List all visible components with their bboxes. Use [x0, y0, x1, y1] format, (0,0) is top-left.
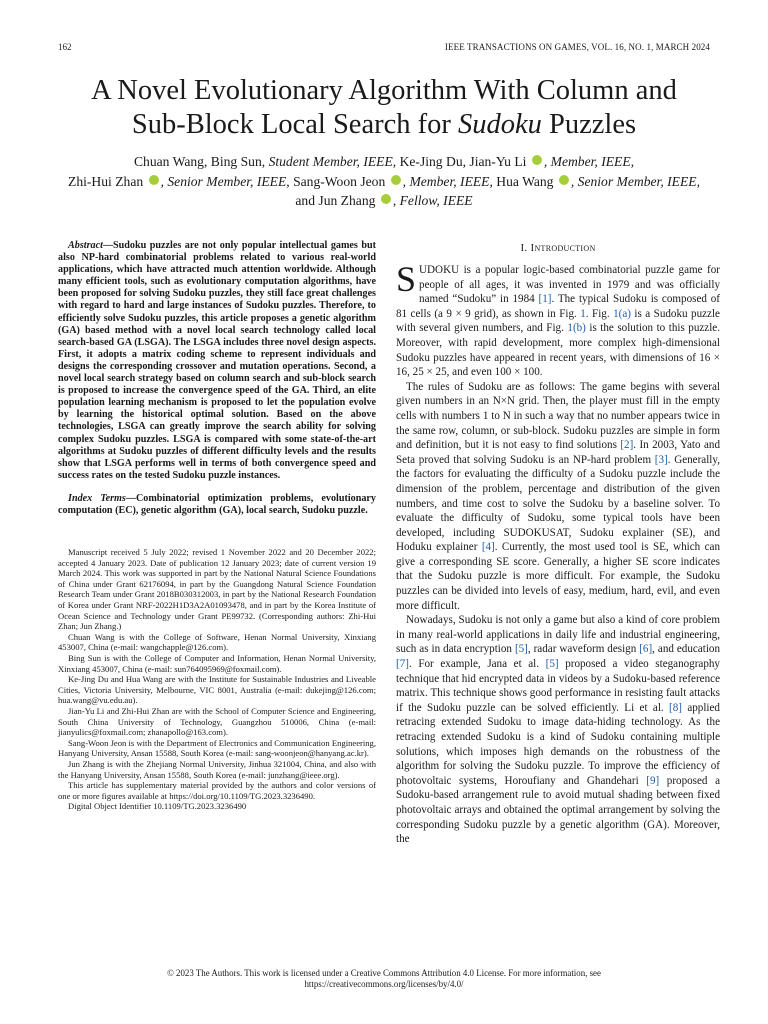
paper-title — [40, 74, 728, 142]
footnote-affiliation: Jian-Yu Li and Zhi-Hui Zhan are with the School of Computer Science and Engineering, South China University of Technology, Guangzhou 510006, China (e-mail: jianyulics@foxmail.com; zhanapollo@163.com). — [58, 705, 376, 738]
orcid-icon[interactable] — [391, 175, 401, 185]
text-run: is the solution to this puzzle. Moreover, with rapid development, more complex high-dimensional Sudoku puzzles have appeared in recent years, with dimensions of 16 × 16, 25 × 25, and even 100 × 100. — [396, 322, 720, 379]
citation-link[interactable]: [4] — [481, 541, 495, 554]
footnotes — [58, 547, 376, 812]
author-list — [58, 152, 710, 211]
text-run: . The typical Sudoku is composed of 81 cells (a 9 × 9 grid), as shown in Fig. — [396, 293, 720, 320]
text-run: . For example, Jana et al. — [408, 658, 546, 671]
section-heading — [396, 242, 720, 254]
text-run: UDOKU is a popular logic-based combinatorial puzzle game for people of all ages, it was invented in 1979 and was officially named “Sudoku” in 1984 — [419, 264, 720, 306]
author-names: Chuan Wang, Bing Sun, — [133, 154, 269, 169]
footnote-doi: Digital Object Identifier 10.1109/TG.2023.3236490 — [68, 801, 247, 812]
text-run: , radar waveform design — [527, 643, 640, 656]
text-run: . In 2003, Yato and Seta proved that solving Sudoku is an NP-hard problem — [396, 439, 720, 466]
author-names: , Ke-Jing Du, Jian-Yu Li — [392, 154, 527, 169]
right-column — [396, 242, 720, 847]
license-link[interactable]: https://creativecommons.org/licenses/by/4.0/ — [304, 979, 464, 989]
paragraph — [396, 380, 720, 614]
title-line-2-italic: Sudoku — [457, 109, 542, 140]
author-names: , Sang-Woon Jeon — [286, 173, 386, 189]
page-number: 162 — [58, 42, 72, 52]
footnote-affiliation: Sang-Woon Jeon is with the Department of Electronics and Communication Engineering, Hanyang University, Ansan 15588, South Korea (e-mail: sang-woonjeon@hanyang.ac.kr). — [58, 737, 376, 759]
author-role: , Senior Member, IEEE — [160, 173, 287, 189]
index-terms — [58, 493, 376, 517]
figure-link[interactable]: 1 — [580, 307, 586, 320]
footnote-supplementary: This article has supplementary material provided by the authors and color versions of one or more figures available at https://doi.org/10.1109/TG.2023.3236490. — [58, 780, 376, 801]
paragraph — [396, 613, 720, 847]
citation-link[interactable]: [1] — [538, 293, 552, 306]
citation-link[interactable]: [2] — [620, 439, 634, 452]
text-run: proposed a video steganography technique that hid encrypted data in videos by a Sudoku-based reference matrix. This technique shows good performance in resisting fault attacks if the Sudoku puzzle can be solved efficiently. Li et al. — [396, 658, 720, 714]
citation-link[interactable]: [9] — [646, 774, 660, 787]
footnote-affiliation: Ke-Jing Du and Hua Wang are with the Institute for Sustainable Industries and Liveable Cities, Victoria University, Melbourne, VIC 8001, Australia (e-mail: dukejing@126.com; hua.wang@vu.edu.au). — [58, 674, 376, 706]
text-run: . Generally, the factors for evaluating the difficulty of a Sudoku puzzle include the dimension of the problem, percentage and distribution of the given numbers, and time cost to solve the Sudoku by a baseline solver. To evaluate the difficulty of Sudoku, some typical tools have been developed, including SUDOKUSAT, Sudoku explainer (SE), and Hoduku explainer — [396, 453, 720, 554]
footnote-affiliation: Jun Zhang is with the Zhejiang Normal University, Jinhua 321004, China, and also with the Hanyang University, Ansan 15588, South Korea (e-mail: junzhang@ieee.org). — [58, 758, 376, 780]
abstract-text: —Sudoku puzzles are not only popular intellectual games but also NP-hard combinatorial problems related to various real-world applications, which have attracted much attention worldwide. Although many efficient tools, such as evolutionary computation algorithms, have been proposed for solving Sudoku puzzles, they still face great challenges with regard to hard and large instances of Sudoku puzzles. Therefore, to efficiently solve Sudoku puzzles, this article proposes a genetic algorithm (GA) based method with a novel local search technology called local search-based GA (LSGA). The LSGA includes three novel design aspects. First, it adopts a matrix coding scheme to represent individuals and designs the corresponding crossover and mutation operations. Second, a novel local search strategy based on column search and sub-block search is proposed to increase the convergence speed of the GA. Third, an elite population learning mechanism is proposed to let the population evolve by learning the historical optimal solution. Based on the above technologies, LSGA can greatly improve the search ability for solving complex Sudoku puzzles. LSGA is compared with some state-of-the-art algorithms at Sudoku puzzles of different difficulty levels and the results show that LSGA performs well in terms of both convergence speed and success rates on the tested Sudoku puzzle instances. — [58, 240, 376, 481]
author-role: , Member, IEEE — [402, 173, 490, 189]
index-terms-text: —Combinatorial optimization problems, evolutionary computation (EC), genetic algorithm (GA), local search, Sudoku puzzle. — [58, 492, 376, 516]
footnote-affiliation: Chuan Wang is with the College of Software, Henan Normal University, Xinxiang 453007, China (e-mail: wangchapple@126.com). — [58, 631, 376, 653]
paragraph — [396, 259, 720, 380]
title-line-2-post: Puzzles — [541, 109, 637, 140]
title-line-1: A Novel Evolutionary Algorithm With Column and — [91, 75, 677, 106]
section-number: I. — [520, 242, 528, 254]
index-terms-lead: Index Terms — [68, 492, 126, 504]
text-run: . Fig. — [585, 307, 614, 320]
running-header: IEEE TRANSACTIONS ON GAMES, VOL. 16, NO. 1, MARCH 2024 — [444, 42, 710, 52]
author-names: , Hua Wang — [489, 173, 554, 189]
citation-link[interactable]: [7] — [396, 658, 409, 671]
footnote-manuscript: Manuscript received 5 July 2022; revised 1 November 2022 and 20 December 2022; accepted 4 January 2023. Date of publication 12 January 2023; date of current version 19 March 2024. This work was supported in part by the National Natural Science Foundations of China under Grant 62176094, in part by the Guangdong Natural Science Foundation Research Team under Grant 2018B030312003, in part by the National Research Foundation of Korea under Grant NRF-2022H1D3A2A01093478, and in part by the Korea Institute of Ocean Science and Technology under Grant PE99732. (Corresponding authors: Zhi-Hui Zhan; Jun Zhang.) — [58, 547, 376, 632]
citation-link[interactable]: [6] — [639, 643, 653, 656]
section-title: Introduction — [530, 242, 596, 254]
orcid-icon[interactable] — [532, 155, 542, 165]
text-run: proposed a Sudoku-based arrangement rule to avoid mutual shading between fixed photovoltaic arrays and obtained the optimal arrangement by solving the corresponding Sudoku puzzle by a genetic algorithm (GA). Moreover, the — [396, 774, 720, 846]
left-column — [58, 240, 376, 812]
citation-link[interactable]: [8] — [669, 701, 682, 714]
body-text — [396, 259, 720, 847]
author-names: and Jun Zhang — [295, 193, 376, 208]
author-names: Zhi-Hui Zhan — [68, 173, 144, 189]
figure-link[interactable]: 1(a) — [613, 307, 631, 320]
text-run: The rules of Sudoku are as follows: The game begins with several given numbers in an N×N grid. Then, the player must fill in the empty cells with numbers 1 to N in such a way that no number appears twice in the same row, column, or sub-block. Sudoku puzzles are simple in form and definition, but it is not easy to find solutions — [396, 380, 720, 452]
citation-link[interactable]: [3] — [654, 453, 668, 466]
author-role: , Member, IEEE, — [543, 154, 635, 169]
author-role: , Fellow, IEEE — [392, 193, 473, 208]
citation-link[interactable]: [5] — [514, 643, 528, 656]
text-run: applied retracing extended Sudoku to image data-hiding technology. As the retracing extended Sudoku is a kind of Sudoku containing multiple solutions, which imposes high demands on the robustness of the algorithm for solving the Sudoku puzzle. To improve the efficiency of photovoltaic systems, Horoufiany and Ghandehari — [396, 701, 720, 787]
text-run: is a Sudoku puzzle with several given numbers, and Fig. — [396, 307, 720, 335]
footnote-affiliation: Bing Sun is with the College of Computer and Information, Henan Normal University, Xinxiang 453007, China (e-mail: sun764095969@foxmail.com). — [58, 653, 376, 674]
text-run: Nowadays, Sudoku is not only a game but also a kind of core problem in many real-world applications in daily life and industrial engineering, such as in data encryption — [396, 614, 720, 656]
abstract — [58, 240, 376, 482]
author-role: Student Member, IEEE — [268, 154, 393, 169]
abstract-lead: Abstract — [68, 240, 103, 251]
copyright-notice — [58, 968, 710, 990]
citation-link[interactable]: [5] — [545, 658, 559, 671]
text-run: . Currently, the most used tool is SE, which can give a corresponding SE score. Generally, a higher SE score indicates that the Sudoku puzzle is more difficult. For example, the Sudoku puzzles can be divided into levels of easy, medium, hard, evil, and even more difficult. — [396, 541, 720, 612]
orcid-icon[interactable] — [559, 175, 569, 185]
title-line-2-pre: Sub-Block Local Search for — [131, 109, 458, 140]
author-role: , Senior Member, IEEE, — [570, 173, 700, 189]
orcid-icon[interactable] — [149, 175, 159, 185]
copyright-line-1: © 2023 The Authors. This work is licensed under a Creative Commons Attribution 4.0 License. For more information, see — [167, 968, 601, 978]
drop-cap: S — [396, 259, 417, 299]
orcid-icon[interactable] — [381, 194, 391, 204]
figure-link[interactable]: 1(b) — [567, 322, 586, 335]
text-run: , and education — [652, 643, 720, 656]
